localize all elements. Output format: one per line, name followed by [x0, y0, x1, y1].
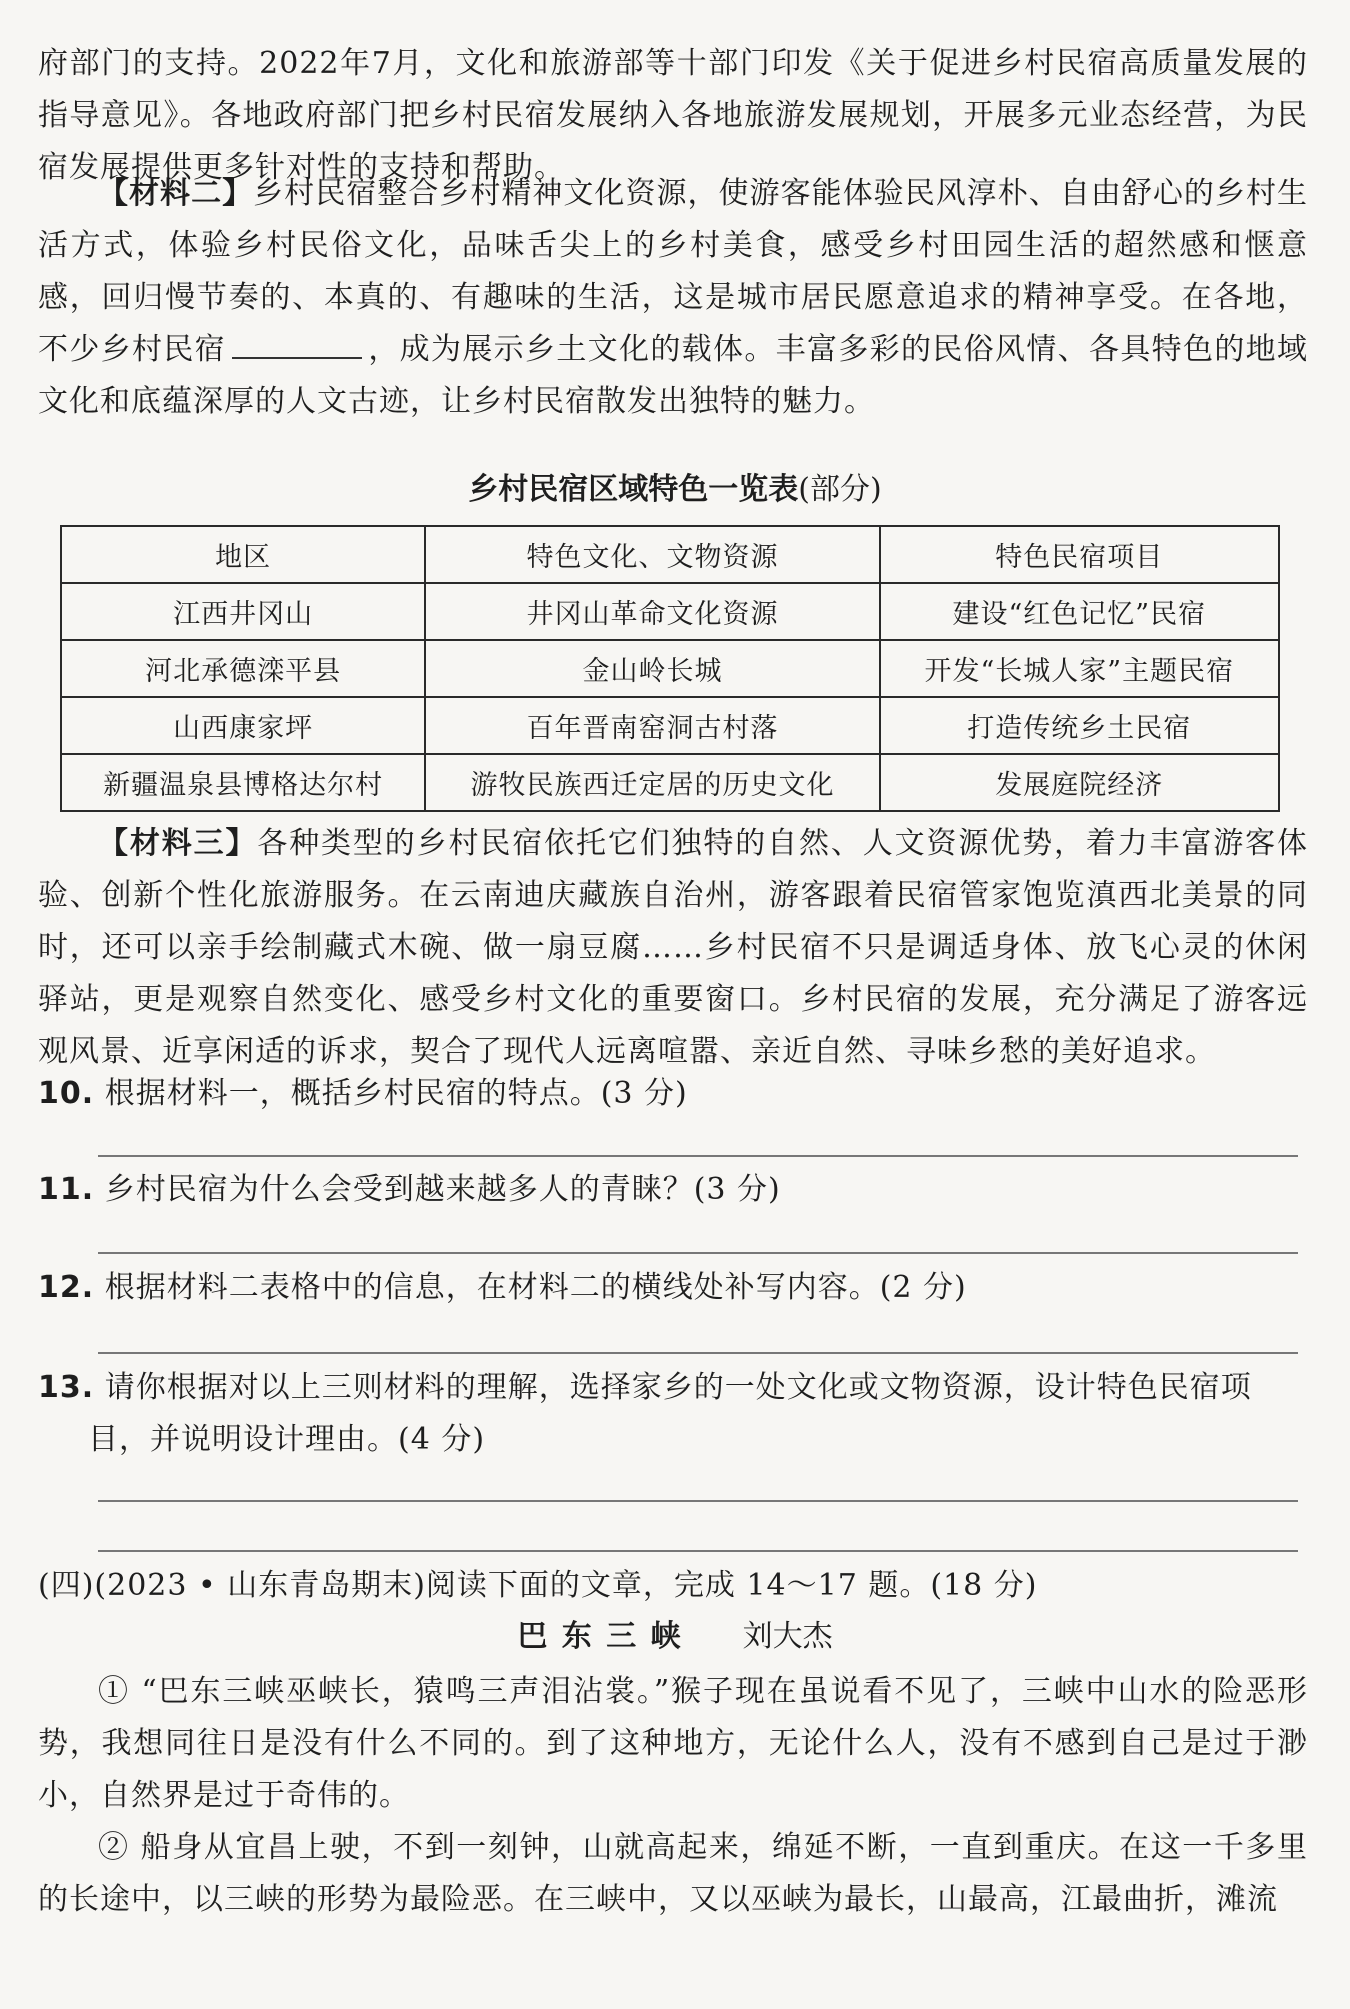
table-cell: 打造传统乡土民宿 — [880, 697, 1279, 754]
article-heading — [0, 1612, 1350, 1662]
section4-heading: (四)(2023 • 山东青岛期末)阅读下面的文章，完成 14～17 题。(18 分) — [38, 1568, 1038, 1603]
table-title-text: 乡村民宿区域特色一览表 — [468, 472, 799, 507]
table-cell: 新疆温泉县博格达尔村 — [61, 754, 425, 811]
material2-text-after: ，成为展示乡土文化的载体。丰富多彩的民俗风情、各具特色的地域文化和底蕴深厚的人文古迹，让乡村民宿散发出独特的魅力。 — [38, 332, 1308, 419]
table-header-row — [61, 526, 1279, 583]
table-cell: 金山岭长城 — [425, 640, 879, 697]
table-cell: 江西井冈山 — [61, 583, 425, 640]
table-row — [61, 583, 1279, 640]
table-row — [61, 754, 1279, 811]
question-number: 12. — [38, 1270, 95, 1305]
question-13 — [38, 1362, 1308, 1466]
material3-text: 各种类型的乡村民宿依托它们独特的自然、人文资源优势，着力丰富游客体验、创新个性化旅游服务。在云南迪庆藏族自治州，游客跟着民宿管家饱览滇西北美景的同时，还可以亲手绘制藏式木碗、做一扇豆腐……乡村民宿不只是调适身体、放飞心灵的休闲驿站，更是观察自然变化、感受乡村文化的重要窗口。乡村民宿的发展，充分满足了游客远观风景、近享闲适的诉求，契合了现代人远离喧嚣、亲近自然、寻味乡愁的美好追求。 — [38, 826, 1309, 1069]
table-header-cell: 特色文化、文物资源 — [425, 526, 879, 583]
answer-line[interactable] — [98, 1252, 1298, 1254]
question-12 — [38, 1262, 1308, 1314]
table-header-cell: 特色民宿项目 — [880, 526, 1279, 583]
question-text: 请你根据对以上三则材料的理解，选择家乡的一处文化或文物资源，设计特色民宿项目，并说明设计理由。(4 分) — [88, 1370, 1252, 1457]
material2-label: 【材料二】 — [98, 176, 254, 211]
table-title — [0, 465, 1350, 515]
answer-line[interactable] — [98, 1500, 1298, 1502]
question-text: 根据材料二表格中的信息，在材料二的横线处补写内容。(2 分) — [104, 1270, 967, 1305]
answer-line[interactable] — [98, 1155, 1298, 1157]
answer-line[interactable] — [98, 1352, 1298, 1354]
material3-paragraph — [38, 818, 1308, 1078]
question-10 — [38, 1068, 1308, 1120]
intro-paragraph: 府部门的支持。2022年7月，文化和旅游部等十部门印发《关于促进乡村民宿高质量发展的指导意见》。各地政府部门把乡村民宿发展纳入各地旅游发展规划，开展多元业态经营，为民宿发展提供更多针对性的支持和帮助。 — [38, 46, 1308, 185]
question-number: 11. — [38, 1172, 95, 1207]
question-text: 乡村民宿为什么会受到越来越多人的青睐？(3 分) — [104, 1172, 781, 1207]
table-cell: 山西康家坪 — [61, 697, 425, 754]
question-number: 13. — [38, 1370, 95, 1405]
material2-text-before: 乡村民宿整合乡村精神文化资源，使游客能体验民风淳朴、自由舒心的乡村生活方式，体验乡村民俗文化，品味舌尖上的乡村美食，感受乡村田园生活的超然感和惬意感，回归慢节奏的、本真的、有趣味的生活，这是城市居民愿意追求的精神享受。在各地，不少乡村民宿 — [38, 176, 1309, 367]
table-cell: 百年晋南窑洞古村落 — [425, 697, 879, 754]
feature-table — [60, 525, 1280, 812]
material3-label: 【材料三】 — [98, 826, 258, 861]
table-cell: 发展庭院经济 — [880, 754, 1279, 811]
table-cell: 河北承德滦平县 — [61, 640, 425, 697]
article-paragraph-2: ② 船身从宜昌上驶，不到一刻钟，山就高起来，绵延不断，一直到重庆。在这一千多里的长途中，以三峡的形势为最险恶。在三峡中，又以巫峡为最长，山最高，江最曲折，滩流 — [38, 1830, 1308, 1917]
question-11 — [38, 1164, 1308, 1216]
article-paragraph-1: ① “巴东三峡巫峡长，猿鸣三声泪沾裳。”猴子现在虽说看不见了，三峡中山水的险恶形势，我想同往日是没有什么不同的。到了这种地方，无论什么人，没有不感到自己是过于渺小，自然界是过于奇伟的。 — [38, 1674, 1308, 1813]
article-title: 巴 东 三 峡 — [517, 1619, 683, 1654]
table-cell: 井冈山革命文化资源 — [425, 583, 879, 640]
table-cell: 开发“长城人家”主题民宿 — [880, 640, 1279, 697]
table-row — [61, 697, 1279, 754]
table-header-cell: 地区 — [61, 526, 425, 583]
table-cell: 游牧民族西迁定居的历史文化 — [425, 754, 879, 811]
answer-line[interactable] — [98, 1550, 1298, 1552]
question-number: 10. — [38, 1076, 95, 1111]
article-author: 刘大杰 — [742, 1619, 833, 1654]
fill-in-blank[interactable] — [232, 327, 362, 359]
table-cell: 建设“红色记忆”民宿 — [880, 583, 1279, 640]
table-row — [61, 640, 1279, 697]
table-title-note: (部分) — [798, 472, 882, 507]
question-text: 根据材料一，概括乡村民宿的特点。(3 分) — [104, 1076, 688, 1111]
material2-paragraph — [38, 168, 1308, 428]
